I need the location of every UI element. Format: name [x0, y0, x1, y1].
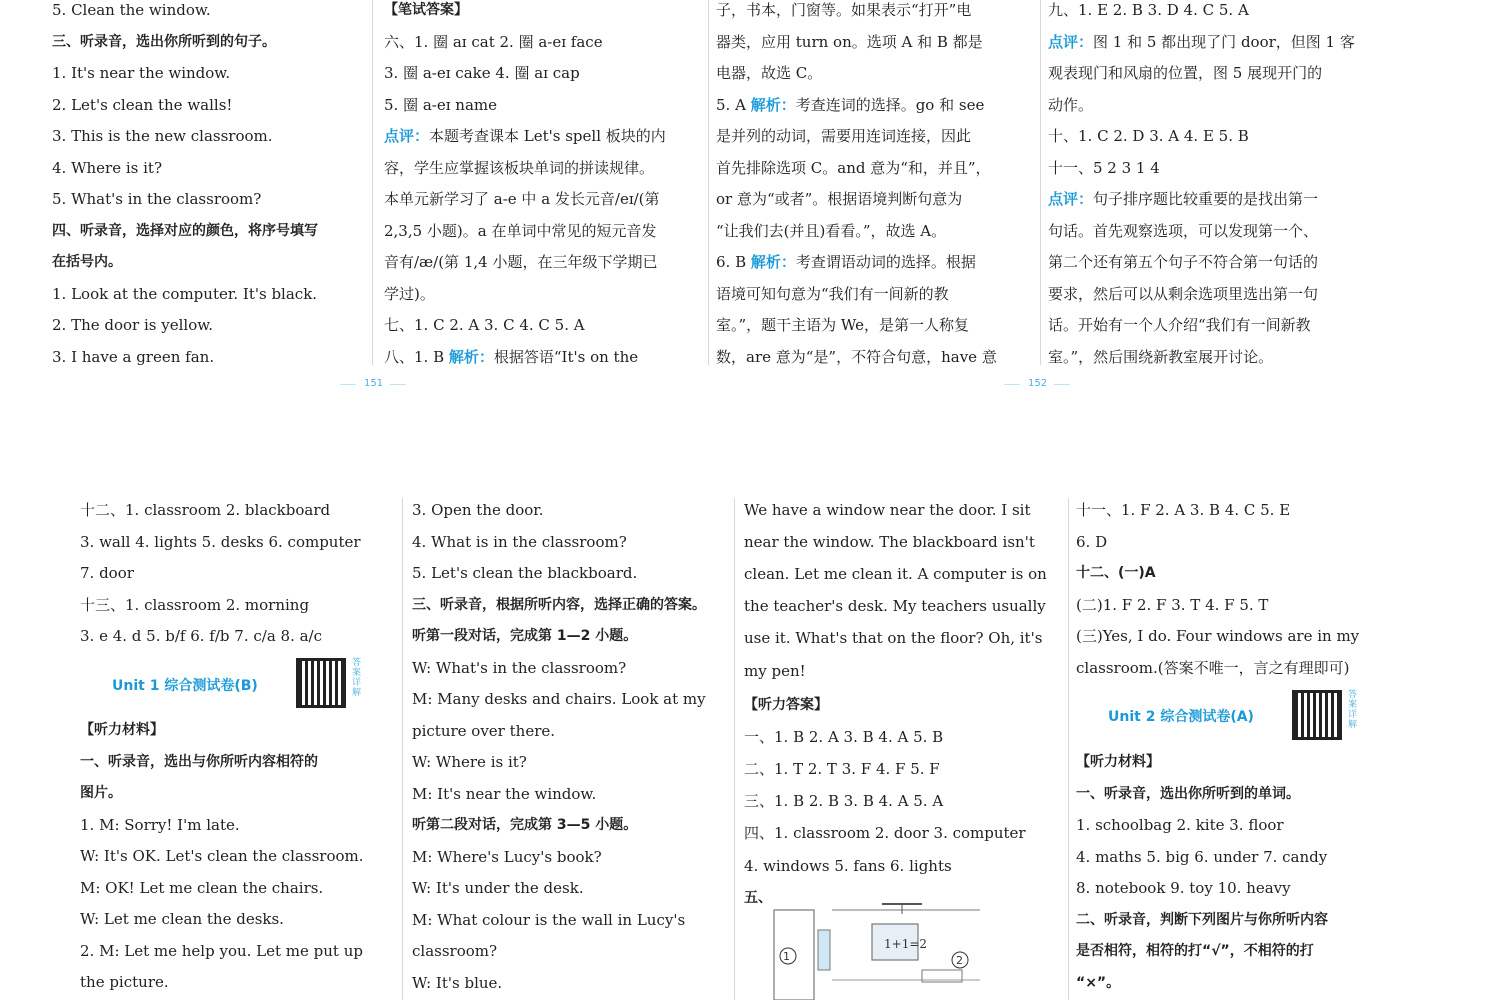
text-line: M: It's near the window.: [412, 784, 597, 803]
text-line: 【笔试答案】: [384, 2, 468, 18]
text-line: W: What's in the classroom?: [412, 658, 627, 677]
text-line: 2. Let's clean the walls!: [52, 95, 233, 114]
text-line: 九、1. E 2. B 3. D 4. C 5. A: [1048, 1, 1249, 19]
text-line: the teacher's desk. My teachers usually: [744, 597, 1046, 616]
note-label: 点评：: [1048, 190, 1094, 208]
text-line: 4. What is in the classroom?: [412, 532, 627, 551]
text-line: 三、1. B 2. B 3. B 4. A 5. A: [744, 792, 944, 811]
text-line: 5. What's in the classroom?: [52, 190, 262, 208]
text-line: 三、听录音，选出你所听到的句子。: [52, 33, 276, 50]
text-line: 室。”，题干主语为 We，是第一人称复: [716, 316, 970, 334]
note-label: 点评：: [384, 127, 430, 145]
text-line: classroom?: [412, 942, 498, 960]
column-divider: [1040, 0, 1041, 365]
text-line: 一、听录音，选出与你所听内容相符的: [80, 753, 318, 770]
qr-code-icon: [296, 658, 346, 708]
text-line: 1. M: Sorry! I'm late.: [80, 815, 240, 834]
text-line: 四、听录音，选择对应的颜色，将序号填写: [52, 222, 318, 239]
text-line: 十一、1. F 2. A 3. B 4. C 5. E: [1076, 501, 1291, 519]
text-line: 5. Clean the window.: [52, 1, 211, 19]
text-line: 第二个还有第五个句子不符合第一句话的: [1048, 253, 1319, 271]
classroom-figure: [772, 900, 982, 1000]
text-line: 话。开始有一个人介绍“我们有一间新教: [1048, 316, 1311, 334]
text-line: 八、1. B 解析：根据答语“It's on the: [384, 347, 639, 366]
text-line: 本单元新学习了 a-e 中 a 发长元音/eɪ/(第: [384, 190, 660, 208]
text-line: 十三、1. classroom 2. morning: [80, 595, 310, 614]
note-label: 解析：: [448, 347, 494, 366]
text-line: 【听力答案】: [744, 697, 828, 713]
text-line: 子，书本，门窗等。如果表示“打开”电: [716, 1, 972, 19]
text-line: 是并列的动词，需要用连词连接，因此: [716, 127, 972, 145]
page-rule: [390, 384, 406, 385]
text-line: 8. notebook 9. toy 10. heavy: [1076, 879, 1291, 897]
text-line: 点评：句子排序题比较重要的是找出第一: [1048, 190, 1319, 208]
text-line: 听第二段对话，完成第 3—5 小题。: [412, 817, 638, 833]
text-line: 容，学生应掌握该板块单词的拼读规律。: [384, 158, 655, 177]
text-line: 句话。首先观察选项，可以发现第一个、: [1048, 221, 1319, 240]
text-line: 观表现门和风扇的位置，图 5 展现开门的: [1048, 64, 1323, 82]
text-line: 数，are 意为“是”，不符合句意，have 意: [716, 347, 997, 366]
text-line: 图片。: [80, 785, 122, 801]
text-line: M: What colour is the wall in Lucy's: [412, 910, 686, 929]
text-line: clean. Let me clean it. A computer is on: [744, 565, 1047, 584]
text-line: 一、听录音，选出你所听到的单词。: [1076, 785, 1300, 802]
text-line: near the window. The blackboard isn't: [744, 533, 1035, 552]
text-line: M: OK! Let me clean the chairs.: [80, 878, 324, 897]
text-line: “让我们去(并且)看看。”，故选 A。: [716, 221, 947, 240]
text-line: 首先排除选项 C。and 意为“和，并且”，: [716, 158, 991, 177]
text-line: 4. Where is it?: [52, 158, 162, 177]
text-line: the picture.: [80, 973, 169, 991]
text-line: “×”。: [1076, 974, 1121, 991]
text-line: 动作。: [1048, 95, 1094, 114]
text-line: 1. It's near the window.: [52, 64, 231, 82]
text-line: my pen!: [744, 661, 806, 680]
text-line: 二、听录音，判断下列图片与你所听内容: [1076, 911, 1328, 928]
text-line: 2,3,5 小题)。a 在单词中常见的短元音发: [384, 221, 657, 240]
text-line: 是否相符，相符的打“√”，不相符的打: [1076, 943, 1314, 959]
text-line: picture over there.: [412, 721, 556, 740]
text-line: 七、1. C 2. A 3. C 4. C 5. A: [384, 316, 585, 334]
text-line: 【听力材料】: [1076, 754, 1160, 770]
page-number-right: 152: [1028, 378, 1048, 389]
svg-text:2: 2: [956, 954, 963, 967]
window-shape: [818, 930, 830, 970]
text-line: 1. schoolbag 2. kite 3. floor: [1076, 816, 1284, 834]
text-line: 四、1. classroom 2. door 3. computer: [744, 824, 1026, 843]
column-divider: [402, 498, 403, 1000]
text-line: 3. wall 4. lights 5. desks 6. computer: [80, 532, 361, 551]
note-label: 点评：: [1048, 32, 1094, 51]
text-line: 电器，故选 C。: [716, 64, 823, 82]
unit1-test-heading: Unit 1 综合测试卷(B): [112, 678, 258, 694]
text-line: 三、听录音，根据所听内容，选择正确的答案。: [412, 596, 706, 613]
text-line: 3. Open the door.: [412, 501, 544, 519]
text-line: W: Where is it?: [412, 753, 527, 771]
text-line: 6. B 解析：考查谓语动词的选择。根据: [716, 253, 976, 271]
note-label: 解析：: [750, 95, 796, 114]
text-line: 点评：图 1 和 5 都出现了门 door，但图 1 客: [1048, 32, 1355, 51]
note-label: 解析：: [750, 253, 796, 271]
text-line: 听第一段对话，完成第 1—2 小题。: [412, 628, 638, 644]
text-line: 3. I have a green fan.: [52, 347, 215, 366]
text-line: M: Where's Lucy's book?: [412, 847, 602, 866]
text-line: W: Let me clean the desks.: [80, 910, 284, 928]
column-divider: [372, 0, 373, 365]
text-line: 2. The door is yellow.: [52, 316, 214, 334]
text-line: W: It's under the desk.: [412, 879, 584, 897]
text-line: 4. maths 5. big 6. under 7. candy: [1076, 847, 1328, 866]
text-line: (三)Yes, I do. Four windows are in my: [1076, 627, 1360, 645]
text-line: W: It's OK. Let's clean the classroom.: [80, 847, 364, 865]
text-line: We have a window near the door. I sit: [744, 501, 1031, 519]
text-line: M: Many desks and chairs. Look at my: [412, 690, 706, 708]
text-line: 4. windows 5. fans 6. lights: [744, 856, 952, 875]
text-line: 5. A 解析：考查连词的选择。go 和 see: [716, 95, 985, 114]
text-line: 2. M: Let me help you. Let me put up: [80, 941, 363, 960]
text-line: 学过)。: [384, 284, 435, 303]
text-line: 3. e 4. d 5. b/f 6. f/b 7. c/a 8. a/c: [80, 627, 323, 645]
unit2-test-heading: Unit 2 综合测试卷(A): [1108, 709, 1254, 725]
column-divider: [734, 498, 735, 1000]
column-divider: [1068, 498, 1069, 1000]
text-line: 语境可知句意为“我们有一间新的教: [716, 284, 949, 303]
text-line: classroom.(答案不唯一，言之有理即可): [1076, 658, 1350, 677]
qr-label: 答案详解: [352, 658, 362, 698]
text-line: 3. 圈 a-eɪ cake 4. 圈 aɪ cap: [384, 64, 580, 82]
text-line: 6. D: [1076, 532, 1108, 551]
text-line: 室。”，然后围绕新教室展开讨论。: [1048, 347, 1274, 366]
text-line: 5. Let's clean the blackboard.: [412, 564, 638, 582]
text-line: 十二、1. classroom 2. blackboard: [80, 501, 331, 519]
text-line: W: It's blue.: [412, 973, 503, 992]
text-line: 十一、5 2 3 1 4: [1048, 158, 1160, 177]
text-line: (二)1. F 2. F 3. T 4. F 5. T: [1076, 595, 1269, 614]
text-line: 十、1. C 2. D 3. A 4. E 5. B: [1048, 127, 1249, 145]
text-line: 在括号内。: [52, 254, 122, 270]
text-line: 十二、(一)A: [1076, 565, 1156, 581]
svg-text:1: 1: [783, 950, 790, 963]
qr-code-icon: [1292, 690, 1342, 740]
text-line: 一、1. B 2. A 3. B 4. A 5. B: [744, 728, 944, 747]
page-rule: [1054, 384, 1070, 385]
text-line: 器类，应用 turn on。选项 A 和 B 都是: [716, 32, 983, 51]
text-line: 要求，然后可以从剩余选项里选出第一句: [1048, 284, 1319, 303]
text-line: 7. door: [80, 564, 134, 582]
page-number-left: 151: [364, 378, 384, 389]
page-rule: [1004, 384, 1020, 385]
text-line: 音有/æ/(第 1,4 小题，在三年级下学期已: [384, 253, 658, 271]
text-line: use it. What's that on the floor? Oh, it's: [744, 629, 1043, 648]
text-line: 5. 圈 a-eɪ name: [384, 95, 498, 114]
svg-text:1+1=2: 1+1=2: [884, 937, 928, 951]
text-line: 【听力材料】: [80, 722, 164, 738]
text-line: or 意为“或者”。根据语境判断句意为: [716, 190, 963, 208]
text-line: 六、1. 圈 aɪ cat 2. 圈 a-eɪ face: [384, 32, 603, 51]
column-divider: [708, 0, 709, 365]
text-line: 二、1. T 2. T 3. F 4. F 5. F: [744, 760, 940, 779]
text-line: 1. Look at the computer. It's black.: [52, 284, 318, 303]
text-line: 点评：本题考查课本 Let's spell 板块的内: [384, 127, 666, 145]
text-line: 3. This is the new classroom.: [52, 127, 273, 145]
text-line: 五、: [744, 889, 772, 906]
qr-label: 答案详解: [1348, 690, 1358, 730]
page-rule: [340, 384, 356, 385]
